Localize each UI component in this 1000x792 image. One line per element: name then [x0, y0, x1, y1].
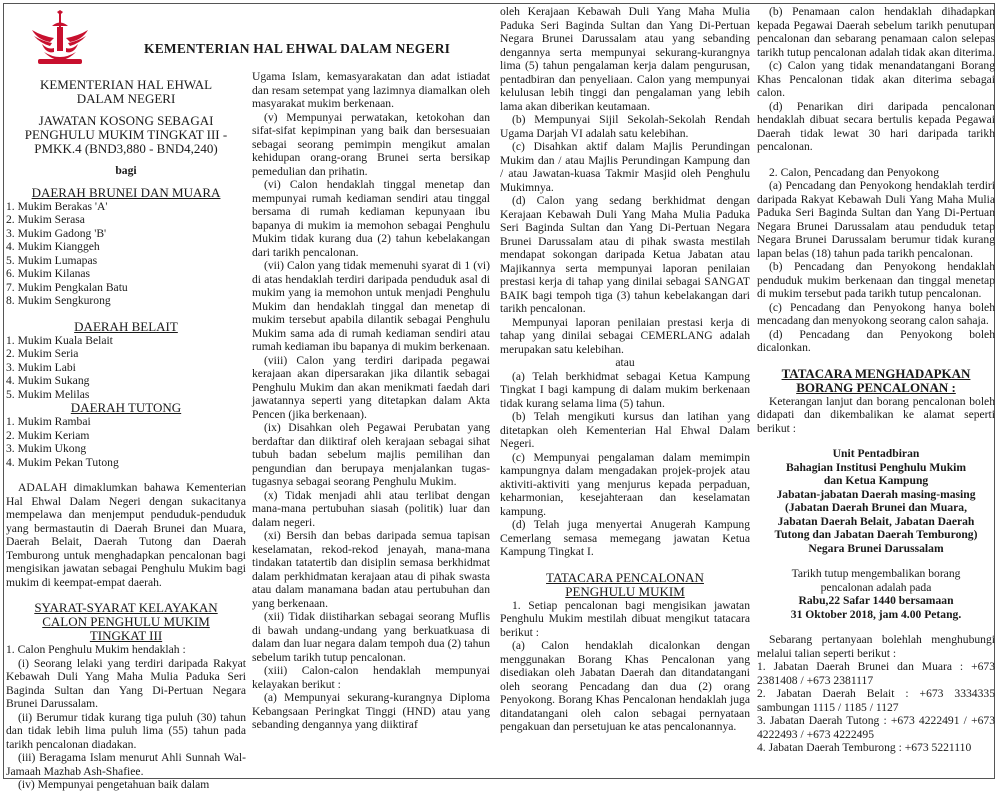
address-line6: Jabatan Daerah Belait, Jabatan Daerah	[777, 514, 975, 528]
col2-p4: (vii) Calon yang tidak memenuhi syarat di 1 (vi) di atas hendaklah terdiri daripada penduduk asal di mukim yang ia memohon untuk menjadi Penghulu Mukim dan hendaklah tinggal dan menetap di mukim tersebut apabila dilantik sebagai Penghulu Mukim sama ada di rumah kediaman sendiri atau rumah kediaman ibu bapanya di mukim berkenaan.	[252, 259, 490, 353]
address-line7: Tutong dan Jabatan Daerah Temburong)	[774, 528, 978, 541]
list-item: 1. Mukim Kuala Belait	[6, 333, 113, 347]
intro-paragraph: ADALAH dimaklumkan bahawa Kementerian Hal Ehwal Dalam Negeri dengan sukacitanya mempelawa dan menjemput penduduk-penduduk yang bermastautin di Daerah Brunei dan Muara, Daerah Belait, Daerah Tutong dan Daerah Temburong untuk menghadapkan pencalonan bagi mengisikan jawatan sebagai Penghulu Mukim bagi mukim di keempat-empat daerah.	[6, 481, 246, 589]
address-line2: Bahagian Institusi Penghulu Mukim	[785, 460, 967, 474]
list-item: 4. Mukim Pekan Tutong	[6, 455, 119, 469]
requirement-i: (i) Seorang lelaki yang terdiri daripada Rakyat Kebawah Duli Yang Maha Mulia Paduka Seri Baginda Sultan dan Yang Di-Pertuan Negara Brunei Darussalam.	[6, 656, 246, 710]
col3-p5: Mempunyai laporan penilaian prestasi kerja di tahap yang dinilai sebagai CEMERLANG adalah merupakan satu kelebihan.	[500, 315, 750, 356]
requirement-iv: (iv) Mempunyai pengetahuan baik dalam	[18, 778, 210, 791]
list-item: 1. Mukim Berakas 'A'	[6, 199, 108, 213]
list-item: 2. Mukim Keriam	[6, 428, 90, 442]
column-3	[500, 5, 750, 734]
col3-p3: (c) Disahkan aktif dalam Majlis Perundingan Mukim dan / atau Majlis Perundingan Kampung dan / atau Jawatan-kuasa Takmir Masjid oleh Penghulu Mukimnya.	[500, 140, 750, 194]
district1-title: DAERAH BRUNEI DAN MUARA	[31, 184, 221, 200]
closing-line2: pencalonan adalah pada	[820, 580, 932, 594]
list-item: 4. Mukim Sukang	[6, 374, 90, 387]
submission-title-line2: BORANG PENCALONAN :	[796, 379, 956, 395]
closing-line1: Tarikh tutup mengembalikan borang	[791, 567, 961, 580]
requirements-title-line2: CALON PENGHULU MUKIM	[42, 614, 210, 629]
post-title-line2: PENGHULU MUKIM TINGKAT III -	[24, 127, 228, 142]
list-item: 3. Mukim Gadong 'B'	[6, 226, 107, 240]
col4-p10: Sebarang pertanyaan bolehlah menghubungi melalui talian seperti berikut :	[757, 633, 995, 660]
district1-list	[6, 200, 246, 308]
address-line8: Negara Brunei Darussalam	[808, 541, 944, 555]
requirements-title-line1: SYARAT-SYARAT KELAYAKAN	[34, 600, 218, 615]
submission-title-line1: TATACARA MENGHADAPKAN	[781, 365, 971, 381]
list-item: 3. Mukim Ukong	[6, 442, 87, 455]
bagi-label: bagi	[115, 164, 137, 177]
col4-p9: Keterangan lanjut dan borang pencalonan boleh didapati dan dikembalikan ke alamat seperti berikut :	[757, 394, 995, 435]
requirements-title-line3: TINGKAT III	[89, 628, 163, 643]
district3-title: DAERAH TUTONG	[70, 400, 182, 415]
col4-p8: (d) Pencadang dan Penyokong boleh dicalonkan.	[757, 327, 995, 354]
requirement-ii: (ii) Berumur tidak kurang tiga puluh (30) tahun dan tidak lebih lima puluh lima (55) tahun pada tarikh pencalonan diadakan.	[6, 710, 246, 751]
contact-2: 2. Jabatan Daerah Belait : +673 3334335 sambungan 1115 / 1185 / 1127	[757, 687, 995, 714]
list-item: 2. Mukim Serasa	[6, 213, 85, 226]
nomination-title-line1: TATACARA PENCALONAN	[546, 569, 704, 585]
col3-p4: (d) Calon yang sedang berkhidmat dengan Kerajaan Kebawah Duli Yang Maha Mulia Paduka Seri Baginda Sultan dan Yang Di-Pertuan Negara Brunei Darussalam atau di pihak swasta mestilah mendapat sokongan daripada Ketua Jabatan atau Majikannya serta mempunyai laporan penilaian prestasi kerja di tahap yang dinilai sebagai SANGAT BAIK bagi tempoh tiga (3) tahun kebelakangan dari tarikh pencalonan.	[500, 194, 750, 315]
district2-list	[6, 334, 246, 402]
district3-list	[6, 415, 246, 469]
col2-p1: Ugama Islam, kemasyarakatan dan adat istiadat dan resam setempat yang lazimnya diamalkan oleh masyarakat mukim berkenaan.	[252, 70, 490, 110]
col2-p7: (x) Tidak menjadi ahli atau terlibat dengan mana-mana pertubuhan siasah (politik) luar dan dalam negeri.	[252, 488, 490, 529]
post-title-line3: PMKK.4 (BND3,880 - BND4,240)	[34, 141, 218, 156]
list-item: 8. Mukim Sengkurong	[6, 294, 111, 307]
column-1	[6, 78, 246, 792]
column-2	[252, 70, 490, 732]
brunei-crest-icon	[24, 10, 96, 66]
list-item: 5. Mukim Melilas	[6, 387, 90, 401]
col4-p4: 2. Calon, Pencadang dan Penyokong	[769, 165, 940, 179]
column-4	[757, 5, 995, 755]
col2-p10: (xiii) Calon-calon hendaklah mempunyai kelayakan berikut :	[252, 664, 490, 691]
col2-p8: (xi) Bersih dan bebas daripada semua tapisan keselamatan, rekod-rekod jenayah, mana-mana tindakan tatatertib dan disiplin semasa berkhidmat dalam perkhidmatan kerajaan atau di pihak swasta atau dalam manamana badan atau pertubuhan dan yang berkenaan.	[252, 529, 490, 610]
col2-p2: (v) Mempunyai perwatakan, ketokohan dan sifat-sifat kepimpinan yang baik dan bersesuaian sebagai seorang pemimpin mengikut amalan kehidupan orang-orang Brunei serta bersikap pemedulian dan prihatin.	[252, 110, 490, 178]
col4-p2: (c) Calon yang tidak menandatangani Borang Khas Pencalonan tidak akan diterima sebagai calon.	[757, 59, 995, 99]
col4-p6: (b) Pencadang dan Penyokong hendaklah penduduk mukim berkenaan dan tinggal menetap di mukim tersebut pada tarikh tutup pencalonan.	[757, 260, 995, 300]
col2-p11: (a) Mempunyai sekurang-kurangnya Diploma Kebangsaan Peringkat Tinggi (HND) atau yang sebanding dengannya yang diiktiraf	[252, 691, 490, 731]
nomination-title-line2: PENGHULU MUKIM	[565, 583, 685, 599]
list-item: 3. Mukim Labi	[6, 360, 76, 374]
requirement-iii: (iii) Beragama Islam menurut Ahli Sunnah Wal-Jamaah Mazhab Ash-Shafiee.	[6, 751, 246, 778]
district2-title: DAERAH BELAIT	[74, 318, 178, 334]
list-item: 6. Mukim Kilanas	[6, 267, 91, 280]
col2-p9: (xii) Tidak diistiharkan sebagai seorang Muflis di bawah undang-undang yang berkuatkuasa di dalam dan luar negara dalam tempoh dua (2) tahun sebelum tarikh tutup pencalonan.	[252, 610, 490, 664]
col4-p5: (a) Pencadang dan Penyokong hendaklah terdiri daripada Rakyat Kebawah Duli Yang Maha Mulia Paduka Seri Baginda Sultan dan Yang Di-Pertuan Negara Brunei Darussalam atau penduduk tetap Negara Brunei Darussalam berumur tidak kurang lapan belas (18) tahun pada tarikh pencalonan.	[757, 179, 995, 260]
address-line1: Unit Pentadbiran	[832, 447, 920, 460]
org-title-line1: KEMENTERIAN HAL EHWAL	[39, 77, 213, 92]
col4-p3: (d) Penarikan diri daripada pencalonan hendaklah dibuat secara bertulis kepada Pegawai Daerah tidak lewat 30 hari daripada tarikh pencalonan.	[757, 99, 995, 153]
address-line3: dan Ketua Kampung	[823, 474, 929, 487]
org-title-line2: DALAM NEGERI	[76, 91, 176, 106]
post-title-line1: JAWATAN KOSONG SEBAGAI	[38, 113, 214, 128]
col3-p1: oleh Kerajaan Kebawah Duli Yang Maha Mulia Paduka Seri Baginda Sultan dan Yang Di-Pertuan Negara Brunei Darussalam atau yang sebanding dengannya serta mempunyai sekurang-kurangnya lima (5) tahun pengalaman kerja dalam pengurusan, pentadbiran dan penyeliaan. Calon yang mempunyai kelulusan lebih tinggi dan pengalaman yang lebih lama akan diberikan keutamaan.	[500, 5, 750, 113]
col3-p7: (b) Telah mengikuti kursus dan latihan yang ditetapkan oleh Kementerian Hal Ehwal Dalam Negeri.	[500, 410, 750, 450]
address-line4: Jabatan-jabatan Daerah masing-masing	[776, 487, 976, 501]
list-item: 5. Mukim Lumapas	[6, 253, 98, 267]
col3-p6: (a) Telah berkhidmat sebagai Ketua Kampung Tingkat I bagi kampung di dalam mukim berkenaan tidak kurang selama lima (5) tahun.	[500, 369, 750, 410]
col2-p3: (vi) Calon hendaklah tinggal menetap dan mempunyai rumah kediaman sendiri atau tinggal bersama di rumah kediaman kepunyaan ibu bapanya di mukim ia memohon sebagai Penghulu Mukim tidak kurang dua (2) tahun kebelakangan dari tarikh pencalonan.	[252, 178, 490, 259]
col2-p6: (ix) Disahkan oleh Pegawai Perubatan yang berdaftar dan diiktiraf oleh kerajaan sebagai sihat tubuh badan sebelum majlis pemilihan dan pengundian dan berupaya menjalankan tugas-tugasnya sebagai seorang Penghulu Mukim.	[252, 421, 490, 488]
closing-date-line1: Rabu,22 Safar 1440 bersamaan	[798, 594, 954, 607]
atau-label: atau	[615, 356, 635, 369]
header	[20, 8, 490, 68]
col3-p9: (d) Telah juga menyertai Anugerah Kampung Cemerlang semasa memegang jawatan Ketua Kampung Tingkat I.	[500, 518, 750, 558]
contact-4: 4. Jabatan Daerah Temburong : +673 5221110	[757, 741, 972, 754]
requirements-intro: 1. Calon Penghulu Mukim hendaklah :	[6, 643, 186, 656]
col3-p8: (c) Mempunyai pengalaman dalam memimpin kampungnya dalam mengadakan projek-projek atau aktiviti-aktiviti yang menjurus kepada perpaduan, keharmonian, kesejahteraan dan keselamatan kampung.	[500, 450, 750, 518]
list-item: 2. Mukim Seria	[6, 347, 79, 360]
col4-p1: (b) Penamaan calon hendaklah dihadapkan kepada Pegawai Daerah sebelum tarikh penutupan pencalonan dan sebarang penamaan calon selepas tarikh tutup pencalonan adalah tidak akan diterima.	[757, 5, 995, 59]
col4-p7: (c) Pencadang dan Penyokong hanya boleh mencadang dan menyokong seorang calon sahaja.	[757, 300, 995, 327]
col3-p2: (b) Mempunyai Sijil Sekolah-Sekolah Rendah Ugama Darjah VI adalah satu kelebihan.	[500, 113, 750, 140]
col2-p5: (viii) Calon yang terdiri daripada pegawai kerajaan akan dipersarakan jika dilantik sebagai Penghulu Mukim dan akan menikmati faedah dari jawatannya seperti yang ditetapkan dalam Akta Pencen (jika berkenaan).	[252, 353, 490, 421]
closing-date-line2: 31 Oktober 2018, jam 4.00 Petang.	[790, 607, 962, 621]
col3-p10: 1. Setiap pencalonan bagi mengisikan jawatan Penghulu Mukim mestilah dibuat mengikut tatacara berikut :	[500, 598, 750, 639]
ministry-header-title: KEMENTERIAN HAL EHWAL DALAM NEGERI	[144, 41, 451, 56]
contact-1: 1. Jabatan Daerah Brunei dan Muara : +673 2381408 / +673 2381117	[757, 660, 995, 687]
contact-3: 3. Jabatan Daerah Tutong : +673 4222491 / +673 4222493 / +673 4222495	[757, 714, 995, 741]
list-item: 4. Mukim Kianggeh	[6, 240, 100, 253]
address-line5: (Jabatan Daerah Brunei dan Muara,	[785, 501, 967, 514]
list-item: 1. Mukim Rambai	[6, 415, 91, 428]
col3-p11: (a) Calon hendaklah dicalonkan dengan menggunakan Borang Khas Pencalonan yang disediakan oleh Jabatan Daerah dan ditandatangani oleh seorang Pencadang dan dua (2) orang Penyokong. Borang Khas Pencalonan hendaklah juga ditandatangani oleh calon sebagai pernyataan pengakuan dan persetujuan ke atas pencalonannya.	[500, 639, 750, 733]
list-item: 7. Mukim Pengkalan Batu	[6, 280, 128, 294]
